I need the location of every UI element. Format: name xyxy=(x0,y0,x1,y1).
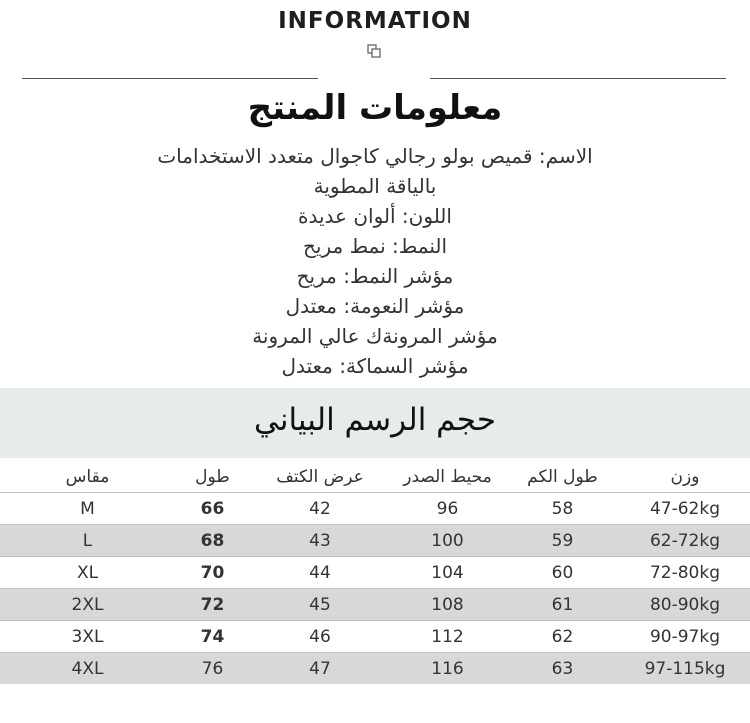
cell-shoulder: 45 xyxy=(250,589,390,621)
cell-size: 3XL xyxy=(0,621,175,653)
cell-length: 76 xyxy=(175,653,250,685)
cell-chest: 116 xyxy=(390,653,505,685)
cell-size: M xyxy=(0,493,175,525)
col-header-shoulder: عرض الكتف xyxy=(250,461,390,493)
divider-left xyxy=(22,78,318,79)
cell-size: 2XL xyxy=(0,589,175,621)
cell-shoulder: 43 xyxy=(250,525,390,557)
cell-sleeve: 59 xyxy=(505,525,620,557)
size-chart-title: حجم الرسم البياني xyxy=(254,402,496,438)
cell-weight: 80-90kg xyxy=(620,589,750,621)
brand-title: INFORMATION xyxy=(278,8,472,34)
table-row xyxy=(0,557,750,589)
info-title: معلومات المنتج xyxy=(247,88,503,128)
cell-sleeve: 58 xyxy=(505,493,620,525)
info-line: مؤشر النعومة: معتدل xyxy=(285,294,465,318)
table-row xyxy=(0,525,750,557)
col-header-weight: وزن xyxy=(620,461,750,493)
col-header-chest: محيط الصدر xyxy=(390,461,505,493)
divider-right xyxy=(430,78,726,79)
info-line: مؤشر النمط: مريح xyxy=(296,264,454,288)
cell-sleeve: 63 xyxy=(505,653,620,685)
info-line: مؤشر السماكة: معتدل xyxy=(281,354,469,378)
table-row xyxy=(0,621,750,653)
cell-length: 70 xyxy=(175,557,250,589)
size-table xyxy=(0,461,750,684)
cell-weight: 72-80kg xyxy=(620,557,750,589)
cell-length: 66 xyxy=(175,493,250,525)
cell-chest: 100 xyxy=(390,525,505,557)
cell-size: XL xyxy=(0,557,175,589)
info-line: مؤشر المرونةك عالي المرونة xyxy=(252,324,498,348)
cell-sleeve: 62 xyxy=(505,621,620,653)
cell-chest: 104 xyxy=(390,557,505,589)
table-row xyxy=(0,653,750,685)
cell-length: 74 xyxy=(175,621,250,653)
cell-shoulder: 46 xyxy=(250,621,390,653)
cell-sleeve: 60 xyxy=(505,557,620,589)
cell-chest: 112 xyxy=(390,621,505,653)
info-list xyxy=(60,141,690,381)
table-row xyxy=(0,589,750,621)
cell-weight: 62-72kg xyxy=(620,525,750,557)
cell-size: L xyxy=(0,525,175,557)
info-line: اللون: ألوان عديدة xyxy=(298,204,452,228)
table-header-row xyxy=(0,461,750,493)
cell-chest: 96 xyxy=(390,493,505,525)
cell-length: 68 xyxy=(175,525,250,557)
cell-size: 4XL xyxy=(0,653,175,685)
info-line: بالياقة المطوية xyxy=(313,174,437,198)
cell-sleeve: 61 xyxy=(505,589,620,621)
cell-weight: 47-62kg xyxy=(620,493,750,525)
table-row xyxy=(0,493,750,525)
cell-shoulder: 47 xyxy=(250,653,390,685)
cell-shoulder: 44 xyxy=(250,557,390,589)
cell-weight: 97-115kg xyxy=(620,653,750,685)
cell-shoulder: 42 xyxy=(250,493,390,525)
col-header-length: طول xyxy=(175,461,250,493)
col-header-size: مقاس xyxy=(0,461,175,493)
cell-weight: 90-97kg xyxy=(620,621,750,653)
info-line: النمط: نمط مريح xyxy=(302,234,448,258)
header xyxy=(0,0,750,70)
copy-icon xyxy=(367,44,381,58)
cell-chest: 108 xyxy=(390,589,505,621)
info-line: الاسم: قميص بولو رجالي كاجوال متعدد الاستخدامات xyxy=(157,144,593,168)
cell-length: 72 xyxy=(175,589,250,621)
col-header-sleeve: طول الكم xyxy=(505,461,620,493)
